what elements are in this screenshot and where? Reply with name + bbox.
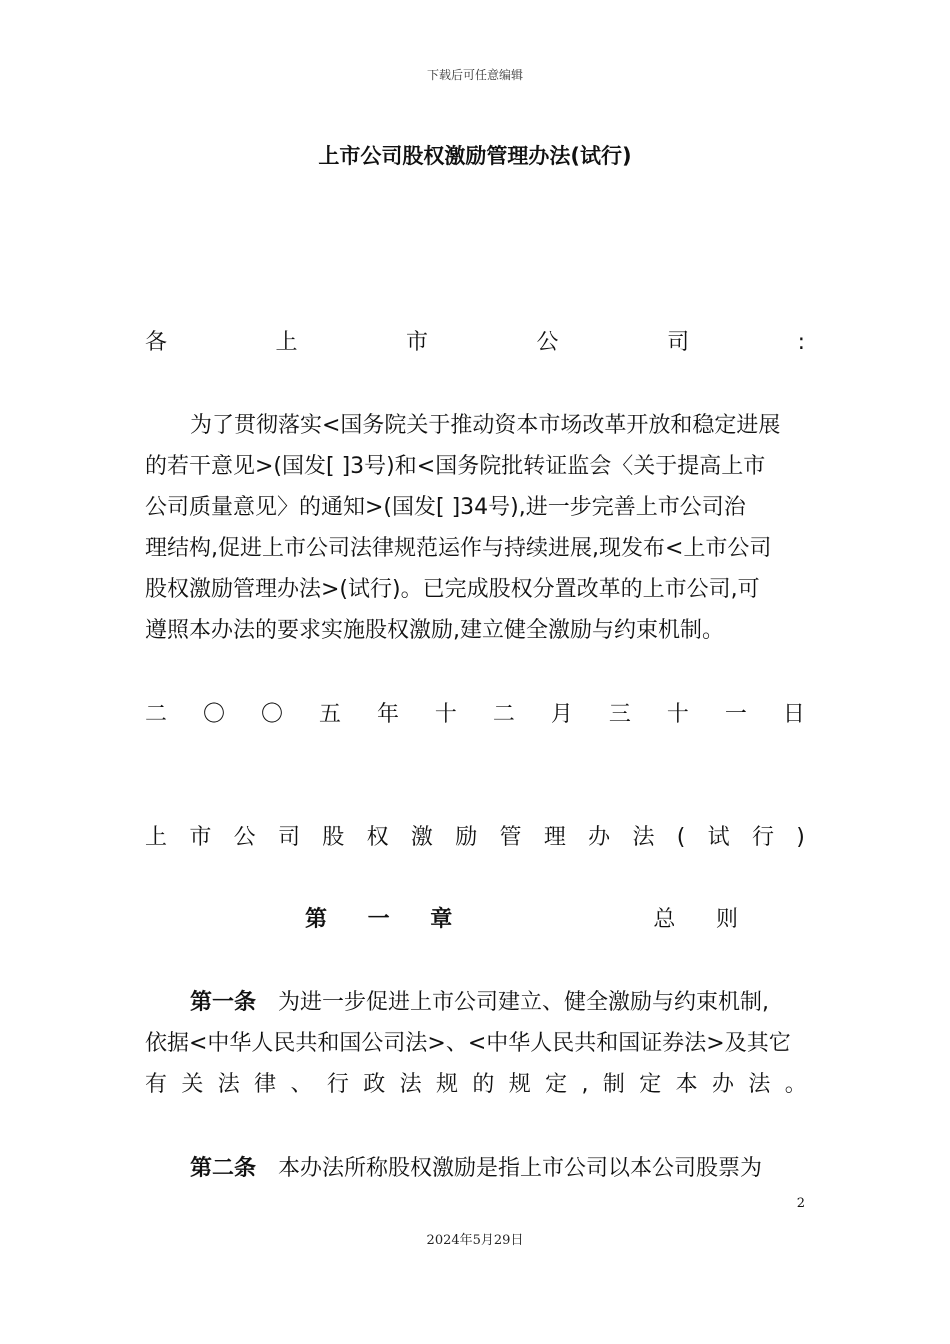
title-char: 激 [410,825,433,850]
chapter-name-char: 则 [715,907,738,932]
section-title [145,823,805,853]
article-char: 规 [508,1072,531,1097]
title-char: 公 [233,825,256,850]
title-char: 法 [632,825,655,850]
article-char: 关 [181,1072,204,1097]
date-char: 五 [318,702,341,727]
issue-date [145,700,805,730]
title-char: 权 [366,825,389,850]
chapter-number-char: 第 [305,907,328,932]
article-char: 的 [472,1072,495,1097]
title-char: 司 [277,825,300,850]
title-char: ) [796,825,805,850]
article-1-label: 第一条 [190,990,257,1015]
article-char: 办 [711,1072,734,1097]
article-char: 、 [290,1072,313,1097]
title-char: 市 [189,825,212,850]
salutation-char: : [797,330,805,355]
title-char: 管 [499,825,522,850]
article-char: 定 [639,1072,662,1097]
article-char: 本 [675,1072,698,1097]
date-char: 十 [666,702,689,727]
date-char: 十 [434,702,457,727]
date-char: 〇 [202,702,225,727]
article-char: 制 [602,1072,625,1097]
article-char: 法 [217,1072,240,1097]
date-char: 〇 [260,702,283,727]
salutation-char: 各 [145,330,168,355]
intro-line: 理结构,促进上市公司法律规范运作与持续进展,现发布<上市公司 [145,536,772,561]
article-1-line [145,982,807,1023]
date-char: 月 [550,702,573,727]
intro-line: 公司质量意见〉的通知>(国发[ ]34号),进一步完善上市公司治 [145,495,746,520]
article-1-last-line [145,1064,807,1105]
salutation [145,328,805,358]
article-char: 规 [436,1072,459,1097]
article-2-line [145,1148,807,1189]
article-char: 政 [363,1072,386,1097]
title-char: 行 [751,825,774,850]
chapter-number-char: 一 [367,907,390,932]
article-char: 律 [254,1072,277,1097]
date-char: 一 [724,702,747,727]
title-char: ( [676,825,686,850]
title-char: 上 [145,825,168,850]
intro-line: 为了贯彻落实<国务院关于推动资本市场改革开放和稳定进展 [190,413,781,438]
article-char: 行 [326,1072,349,1097]
chapter-heading [305,905,738,935]
article-1-line: 依据<中华人民共和国公司法>、<中华人民共和国证券法>及其它 [145,1031,791,1056]
page-number: 2 [796,1196,805,1211]
article-char: 有 [145,1072,168,1097]
intro-line: 遵照本办法的要求实施股权激励,建立健全激励与约束机制。 [145,618,724,643]
article-1 [145,982,807,1105]
date-char: 日 [782,702,805,727]
page-header: 下载后可任意编辑 [426,68,523,82]
date-char: 二 [145,702,168,727]
salutation-char: 司 [667,330,690,355]
document-title: 上市公司股权激励管理办法(试行) [318,144,632,168]
salutation-char: 市 [406,330,429,355]
date-char: 二 [492,702,515,727]
title-char: 办 [588,825,611,850]
salutation-char: 上 [275,330,298,355]
article-2 [145,1148,807,1189]
intro-line: 的若干意见>(国发[ ]3号)和<国务院批转证监会〈关于提高上市 [145,454,766,479]
title-char: 股 [322,825,345,850]
date-char: 三 [608,702,631,727]
chapter-spacer [493,905,613,935]
title-char: 理 [543,825,566,850]
date-char: 年 [376,702,399,727]
article-2-label: 第二条 [190,1156,257,1181]
article-char: 法 [748,1072,771,1097]
intro-line: 股权激励管理办法>(试行)。已完成股权分置改革的上市公司,可 [145,577,760,602]
article-1-text: 为进一步促进上市公司建立、健全激励与约束机制, [278,990,770,1015]
salutation-char: 公 [536,330,559,355]
article-char: 法 [399,1072,422,1097]
title-char: 励 [455,825,478,850]
article-char: 定 [545,1072,568,1097]
chapter-number-char: 章 [430,907,453,932]
chapter-name-char: 总 [653,907,676,932]
page-footer-date: 2024年5月29日 [426,1233,524,1248]
article-char: , [581,1072,589,1097]
article-char: 。 [784,1072,807,1097]
article-2-text: 本办法所称股权激励是指上市公司以本公司股票为 [278,1156,763,1181]
title-char: 试 [707,825,730,850]
intro-paragraph [145,405,807,651]
